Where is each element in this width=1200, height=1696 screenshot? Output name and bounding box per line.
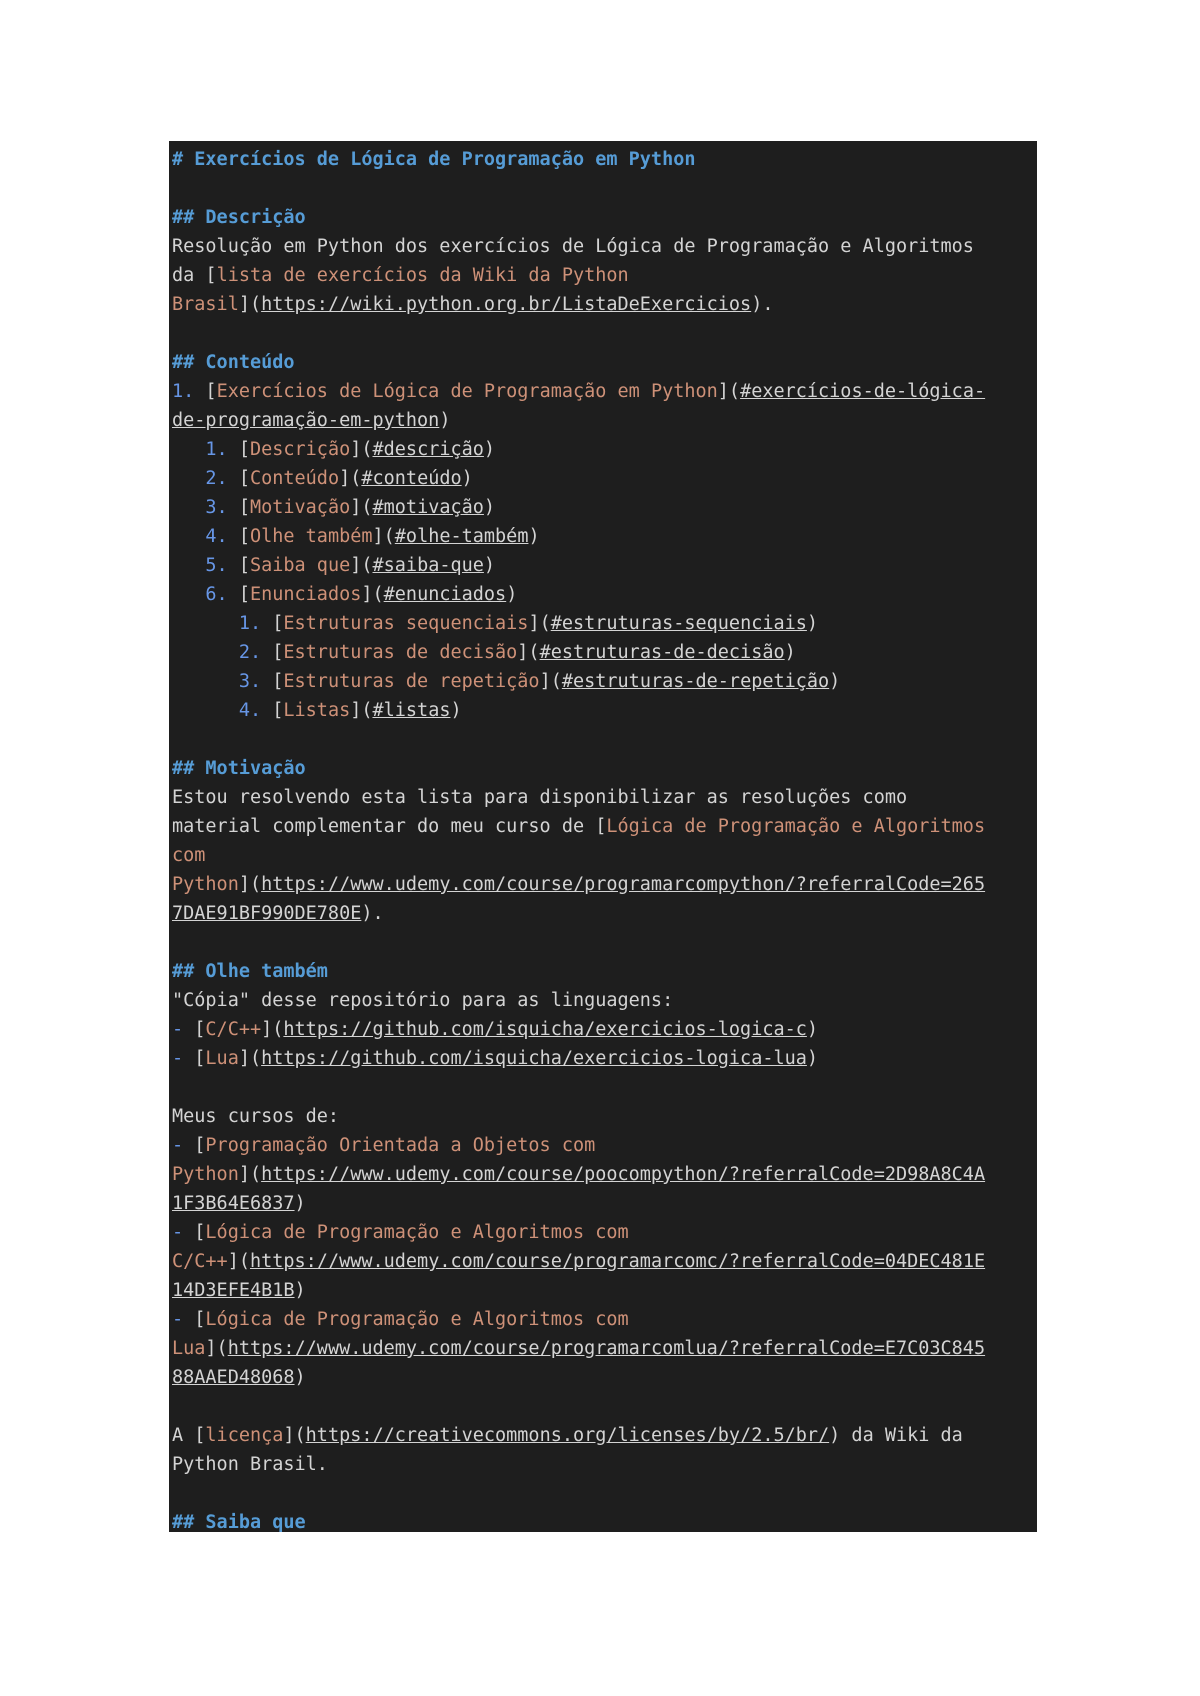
toc-main-link-text[interactable]: Exercícios de Lógica de Programação em Python <box>216 381 718 402</box>
conteudo-heading <box>172 348 1037 377</box>
toc-subitem-text[interactable]: Estruturas sequenciais <box>283 613 529 634</box>
toc-item-marker: 1. <box>205 439 228 460</box>
toc-item-text[interactable]: Saiba que <box>249 555 351 576</box>
descricao-text-2-prefix: da [ <box>172 265 217 286</box>
descricao-text-1: Resolução em Python dos exercícios de Lógica de Programação e Algoritmos <box>172 236 974 257</box>
descricao-url-line: Brasil](https://wiki.python.org.br/ListaDeExercicios). <box>172 294 774 315</box>
list-dash: - <box>172 1309 184 1330</box>
toc-subitem-anchor[interactable]: #estruturas-sequenciais <box>550 613 807 634</box>
curso-item-url: Lua](https://www.udemy.com/course/programarcomlua/?referralCode=E7C03C845 <box>172 1338 986 1359</box>
conteudo-heading-text: ## Conteúdo <box>172 352 295 373</box>
licenca-suffix-1: ) da Wiki da <box>829 1425 963 1446</box>
toc-main-marker: 1. <box>172 381 195 402</box>
curso-item-url: Python](https://www.udemy.com/course/poocompython/?referralCode=2D98A8C4A <box>172 1164 986 1185</box>
toc-subitem: 1. [Estruturas sequenciais](#estruturas-sequenciais) <box>238 613 819 634</box>
olhe-lang-item: - [C/C++](https://github.com/isquicha/exercicios-logica-c) <box>172 1019 819 1040</box>
toc-subitem-marker: 1. <box>238 613 262 634</box>
toc-subitem-marker: 4. <box>238 700 262 721</box>
toc-item-text[interactable]: Conteúdo <box>249 468 340 489</box>
toc-subitem-marker: 3. <box>238 671 262 692</box>
descricao-heading <box>172 203 1037 232</box>
olhe-lang-item: - [Lua](https://github.com/isquicha/exercicios-logica-lua) <box>172 1048 819 1069</box>
list-dash: - <box>172 1019 184 1040</box>
cursos-intro <box>172 1102 1037 1131</box>
licenca-link-text[interactable]: licença <box>205 1425 284 1446</box>
toc-item: 1. [Descrição](#descrição) <box>205 439 496 460</box>
descricao-text-line <box>172 232 1037 261</box>
curso-item-url-cont: 88AAED48068) <box>172 1367 306 1388</box>
motivacao-url-2[interactable]: 7DAE91BF990DE780E <box>172 903 362 924</box>
toc-item-anchor[interactable]: #descrição <box>372 439 484 460</box>
curso-url-1[interactable]: https://www.udemy.com/course/programarcomlua/?referralCode=E7C03C845 <box>227 1338 986 1359</box>
curso-text-2[interactable]: Python <box>172 1164 239 1185</box>
saiba-heading <box>172 1508 1037 1532</box>
toc-subitem-text[interactable]: Estruturas de repetição <box>283 671 540 692</box>
toc-item-marker: 3. <box>205 497 228 518</box>
toc-subitem-anchor[interactable]: #estruturas-de-repetição <box>561 671 830 692</box>
curso-text-1[interactable]: Lógica de Programação e Algoritmos com <box>205 1309 629 1330</box>
descricao-url[interactable]: https://wiki.python.org.br/ListaDeExercicios <box>261 294 752 315</box>
toc-main-anchor-2[interactable]: de-programação-em-python <box>172 410 440 431</box>
curso-item-url: C/C++](https://www.udemy.com/course/programarcomc/?referralCode=04DEC481E <box>172 1251 986 1272</box>
markdown-editor[interactable] <box>169 141 1037 1532</box>
toc-subitem: 3. [Estruturas de repetição](#estruturas-de-repetição) <box>238 671 841 692</box>
olhe-lang-text[interactable]: Lua <box>205 1048 239 1069</box>
toc-subitem-anchor[interactable]: #listas <box>372 700 451 721</box>
curso-item-url-cont: 14D3EFE4B1B) <box>172 1280 306 1301</box>
licenca-url[interactable]: https://creativecommons.org/licenses/by/2.5/br/ <box>305 1425 830 1446</box>
curso-text-2[interactable]: C/C++ <box>172 1251 228 1272</box>
licenca-suffix-2: Python Brasil. <box>172 1454 328 1475</box>
olhe-lang-text[interactable]: C/C++ <box>205 1019 262 1040</box>
licenca-line: A [licença](https://creativecommons.org/licenses/by/2.5/br/) da Wiki da <box>172 1425 963 1446</box>
toc-item-text[interactable]: Olhe também <box>249 526 373 547</box>
toc-item-marker: 5. <box>205 555 228 576</box>
toc-subitem: 4. [Listas](#listas) <box>238 700 462 721</box>
olhe-intro-text: "Cópia" desse repositório para as linguagens: <box>172 990 674 1011</box>
toc-subitem-marker: 2. <box>238 642 262 663</box>
toc-item-anchor[interactable]: #motivação <box>372 497 484 518</box>
editor-content <box>169 141 1037 1532</box>
descricao-link-text-1[interactable]: lista de exercícios da Wiki da Python <box>216 265 629 286</box>
motivacao-link-line <box>172 812 1037 841</box>
curso-url-2[interactable]: 14D3EFE4B1B <box>172 1280 295 1301</box>
main-heading-text: # Exercícios de Lógica de Programação em Python <box>172 149 696 170</box>
motivacao-text-line <box>172 783 1037 812</box>
curso-text-1[interactable]: Programação Orientada a Objetos com <box>205 1135 596 1156</box>
toc-item-anchor[interactable]: #conteúdo <box>361 468 462 489</box>
toc-main-item: 1. [Exercícios de Lógica de Programação em Python](#exercícios-de-lógica- <box>172 381 986 402</box>
motivacao-url-line: Python](https://www.udemy.com/course/programarcompython/?referralCode=265 <box>172 874 986 895</box>
curso-item: - [Lógica de Programação e Algoritmos com <box>172 1309 629 1330</box>
list-dash: - <box>172 1222 184 1243</box>
toc-item-anchor[interactable]: #olhe-também <box>394 526 529 547</box>
motivacao-url-line-2 <box>172 899 1037 928</box>
olhe-heading-text: ## Olhe também <box>172 961 328 982</box>
toc-subitem-anchor[interactable]: #estruturas-de-decisão <box>539 642 785 663</box>
descricao-suffix: ). <box>751 294 774 315</box>
motivacao-suffix: ). <box>361 903 384 924</box>
list-dash: - <box>172 1135 184 1156</box>
curso-url-1[interactable]: https://www.udemy.com/course/poocompython/?referralCode=2D98A8C4A <box>261 1164 986 1185</box>
motivacao-link-line-2 <box>172 841 1037 870</box>
motivacao-heading <box>172 754 1037 783</box>
toc-item-marker: 6. <box>205 584 228 605</box>
toc-subitem-text[interactable]: Estruturas de decisão <box>283 642 518 663</box>
descricao-heading-text: ## Descrição <box>172 207 306 228</box>
curso-item: - [Lógica de Programação e Algoritmos com <box>172 1222 629 1243</box>
toc-main-item-cont: de-programação-em-python) <box>172 410 451 431</box>
toc-item: 4. [Olhe também](#olhe-também) <box>205 526 540 547</box>
olhe-lang-url[interactable]: https://github.com/isquicha/exercicios-logica-c <box>283 1019 807 1040</box>
toc-item-anchor[interactable]: #enunciados <box>383 584 507 605</box>
curso-item: - [Programação Orientada a Objetos com <box>172 1135 596 1156</box>
toc-item-marker: 2. <box>205 468 228 489</box>
list-dash: - <box>172 1048 184 1069</box>
toc-item-text[interactable]: Motivação <box>249 497 351 518</box>
olhe-intro <box>172 986 1037 1015</box>
motivacao-link-text-2[interactable]: com <box>172 845 206 866</box>
curso-url-2[interactable]: 88AAED48068 <box>172 1367 295 1388</box>
toc-item: 3. [Motivação](#motivação) <box>205 497 496 518</box>
motivacao-link-text-1[interactable]: Lógica de Programação e Algoritmos <box>606 816 986 837</box>
curso-url-1[interactable]: https://www.udemy.com/course/programarcomc/?referralCode=04DEC481E <box>249 1251 986 1272</box>
motivacao-heading-text: ## Motivação <box>172 758 306 779</box>
toc-item-text[interactable]: Enunciados <box>249 584 362 605</box>
descricao-link-line <box>172 261 1037 290</box>
motivacao-link-text-3[interactable]: Python <box>172 874 239 895</box>
toc-item: 6. [Enunciados](#enunciados) <box>205 584 518 605</box>
curso-text-1[interactable]: Lógica de Programação e Algoritmos com <box>205 1222 629 1243</box>
toc-item-marker: 4. <box>205 526 228 547</box>
toc-item: 5. [Saiba que](#saiba-que) <box>205 555 496 576</box>
saiba-heading-text: ## Saiba que <box>172 1512 306 1532</box>
motivacao-text-1: Estou resolvendo esta lista para disponibilizar as resoluções como <box>172 787 908 808</box>
toc-item: 2. [Conteúdo](#conteúdo) <box>205 468 473 489</box>
toc-subitem-text[interactable]: Listas <box>283 700 351 721</box>
motivacao-url-1[interactable]: https://www.udemy.com/course/programarcompython/?referralCode=265 <box>261 874 986 895</box>
curso-item-url-cont: 1F3B64E6837) <box>172 1193 306 1214</box>
toc-main-anchor-1[interactable]: #exercícios-de-lógica- <box>740 381 986 402</box>
toc-item-anchor[interactable]: #saiba-que <box>372 555 484 576</box>
toc-subitem: 2. [Estruturas de decisão](#estruturas-de-decisão) <box>238 642 796 663</box>
olhe-heading <box>172 957 1037 986</box>
curso-url-2[interactable]: 1F3B64E6837 <box>172 1193 295 1214</box>
descricao-link-text-2[interactable]: Brasil <box>172 294 239 315</box>
olhe-lang-url[interactable]: https://github.com/isquicha/exercicios-logica-lua <box>261 1048 807 1069</box>
motivacao-text-2-prefix: material complementar do meu curso de [ <box>172 816 607 837</box>
cursos-intro-text: Meus cursos de: <box>172 1106 340 1127</box>
licenca-prefix: A [ <box>172 1425 206 1446</box>
toc-item-text[interactable]: Descrição <box>249 439 351 460</box>
main-heading <box>172 145 1037 174</box>
licenca-line-2 <box>172 1450 1037 1479</box>
curso-text-2[interactable]: Lua <box>172 1338 206 1359</box>
